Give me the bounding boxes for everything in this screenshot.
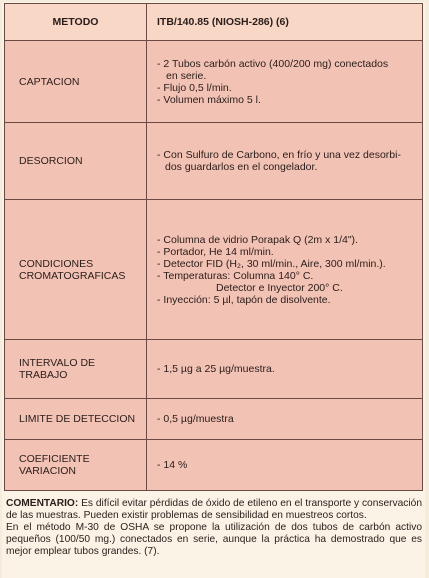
- comment-paragraph: En el método M-30 de OSHA se propone la utilización de dos tubos de carbón activo pequeños (100/50 mg.) conectados en serie, aunque la práctica ha demostrado que es mejor emplear tubos grandes. (7).: [6, 522, 422, 557]
- row-value-line: - Volumen máximo 5 l.: [157, 93, 261, 106]
- table-header-row: [5, 4, 423, 41]
- row-value-line: - Portador, He 14 ml/min.: [157, 245, 274, 258]
- method-table: [4, 3, 423, 491]
- row-value-line: - 0,5 µg/muestra: [157, 413, 234, 425]
- row-label: COEFICIENTE: [19, 453, 90, 465]
- row-value-line: Detector e Inyector 200° C.: [216, 281, 343, 294]
- comment-heading: COMENTARIO:: [6, 498, 79, 509]
- row-value-line: - 1,5 µg a 25 µg/muestra.: [157, 363, 275, 375]
- row-value-line: - Inyección: 5 µl, tapón de disolvente.: [157, 293, 331, 306]
- row-value-line: - Columna de vidrio Porapak Q (2m x 1/4").: [157, 233, 358, 246]
- row-condiciones: [5, 200, 423, 340]
- row-value-line: - 14 %: [157, 459, 188, 471]
- row-label: VARIACION: [19, 465, 76, 477]
- row-label: TRABAJO: [19, 369, 68, 381]
- comment-text: Es difícil evitar pérdidas de óxido de etileno en el transporte y conservación de las muestras. Pueden existir problemas de sensibilidad en muestreos cortos.: [6, 498, 422, 521]
- row-label: INTERVALO DE: [19, 357, 96, 369]
- row-captacion: [5, 41, 423, 123]
- header-method-label: METODO: [5, 4, 147, 41]
- row-limite: [5, 399, 423, 440]
- row-value-line: - Con Sulfuro de Carbono, en frío y una vez desorbi-: [157, 149, 401, 161]
- row-value-line: - 2 Tubos carbón activo (400/200 mg) conectados: [157, 57, 389, 70]
- document-page: [2, 2, 425, 578]
- header-method-code: ITB/140.85 (NIOSH-286) (6): [147, 4, 423, 41]
- row-label: CAPTACION: [19, 75, 80, 88]
- row-coeficiente: [5, 440, 423, 491]
- row-intervalo: [5, 340, 423, 399]
- row-label: CONDICIONES: [19, 257, 94, 270]
- row-desorcion: [5, 123, 423, 200]
- row-value-line: - Flujo 0,5 l/min.: [157, 81, 232, 94]
- comment-paragraph: [6, 498, 422, 522]
- row-value-line: dos guardarlos en el congelador.: [165, 161, 318, 173]
- row-value-line: en serie.: [166, 69, 207, 82]
- row-value-line: - Detector FID (H₂, 30 ml/min., Aire, 300 ml/min.).: [157, 257, 386, 270]
- row-label: LIMITE DE DETECCION: [19, 413, 136, 425]
- comment-block: [6, 498, 422, 558]
- row-label: DESORCION: [19, 155, 83, 167]
- row-label: CROMATOGRAFICAS: [19, 269, 126, 282]
- row-value-line: - Temperaturas: Columna 140° C.: [157, 269, 314, 282]
